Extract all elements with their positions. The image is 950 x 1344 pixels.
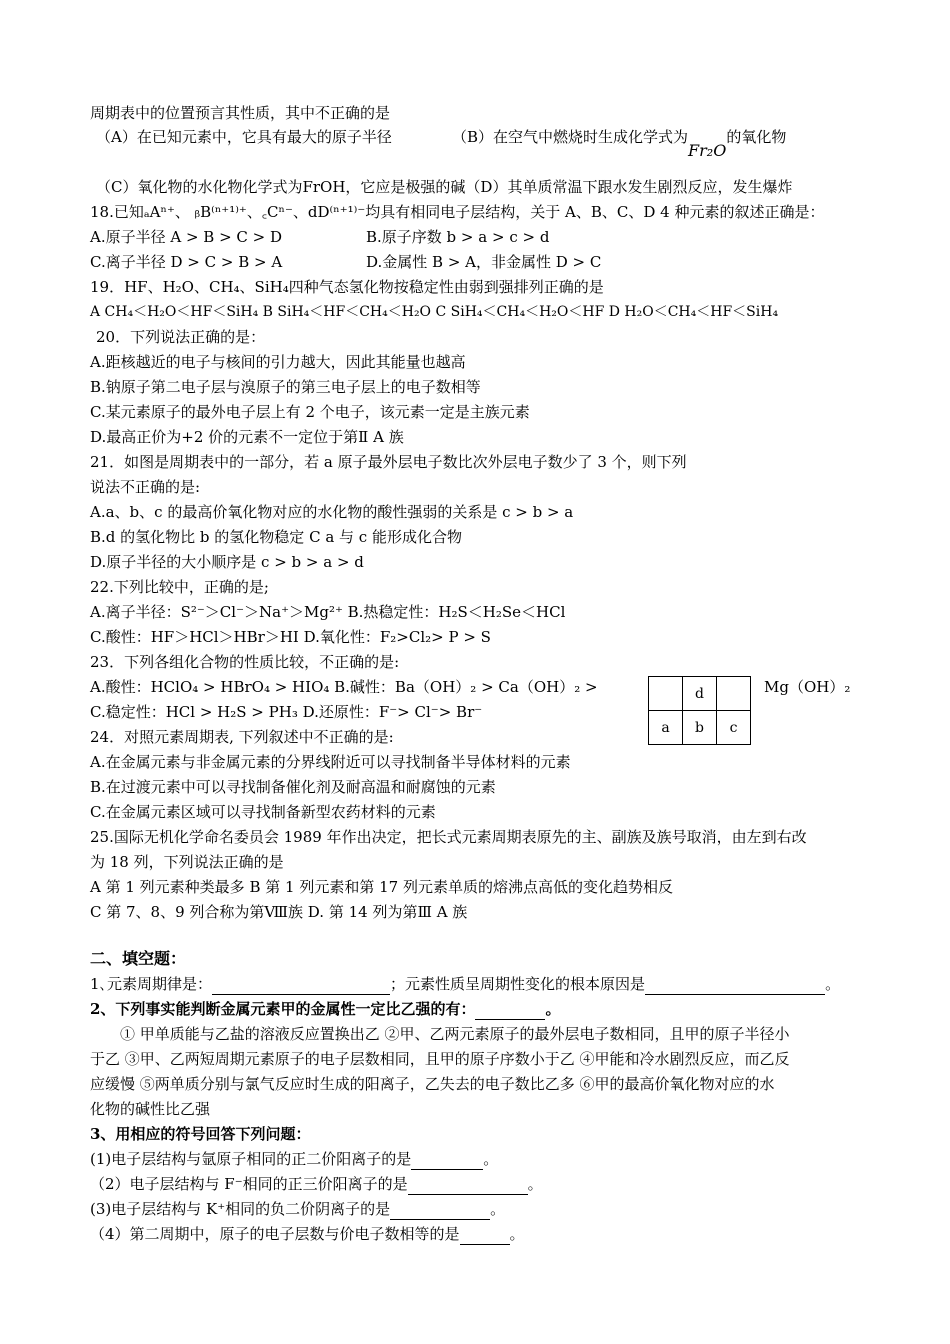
fill-3-1-blank[interactable] [411,1153,483,1170]
q18-prefix: 18.已知 [90,203,144,221]
q21-option-a: A.a、b、c 的最高价氧化物对应的水化物的酸性强弱的关系是 c > b > a [90,503,574,521]
table-cell: b [683,711,717,745]
fill-3-4-blank[interactable] [460,1228,510,1245]
table-cell: d [683,677,717,711]
q22-options-ab: A.离子半径：S²⁻＞Cl⁻＞Na⁺＞Mg²⁺ B.热稳定性：H₂S＜H₂Se＜HCl [90,603,566,621]
q17-options-cd: （C）氧化物的水化物化学式为FrOH，它应是极强的碱（D）其单质常温下跟水发生剧烈反应，发生爆炸 [96,178,793,196]
q19-options: A CH₄＜H₂O＜HF＜SiH₄ B SiH₄＜HF＜CH₄＜H₂O C SiH₄＜CH₄＜H₂O＜HF D H₂O＜CH₄＜HF＜SiH₄ [90,304,779,320]
fill-3-2 [90,1173,543,1195]
q21-option-d: D.原子半径的大小顺序是 c > b > a > d [90,553,364,571]
q18-ions: ₐAⁿ⁺、 ᵦB⁽ⁿ⁺¹⁾⁺、꜀Cⁿ⁻、dD⁽ⁿ⁺¹⁾⁻ [143,203,366,221]
q20-stem: 20．下列说法正确的是： [96,328,266,346]
fill-2 [90,998,560,1020]
q25-options-cd: C 第 7、8、9 列合称为第Ⅷ族 D. 第 14 列为第Ⅲ A 族 [90,903,468,921]
fill-3-3-label: (3)电子层结构与 K⁺相同的负二价阴离子的是 [90,1200,391,1218]
table-cell [717,677,751,711]
fill-3-2-label: （2）电子层结构与 F⁻相同的正三价阳离子的是 [90,1175,408,1193]
table-cell: c [717,711,751,745]
q17-option-b [452,126,787,160]
q24-option-c: C.在金属元素区域可以寻找制备新型农药材料的元素 [90,803,436,821]
q17-formula: Fr₂O [688,141,727,160]
q17-stem: 周期表中的位置预言其性质，其中不正确的是 [90,104,391,122]
q24-option-b: B.在过渡元素中可以寻找制备催化剂及耐高温和耐腐蚀的元素 [90,778,496,796]
q20-option-d: D.最高正价为+2 价的元素不一定位于第Ⅱ A 族 [90,428,404,446]
q23-stem: 23．下列各组化合物的性质比较，不正确的是: [90,653,400,671]
table-cell: a [649,711,683,745]
fill-2-blank[interactable] [475,1003,545,1020]
fill-3-3 [90,1198,505,1220]
q25-stem-1: 25.国际无机化学命名委员会 1989 年作出决定，把长式元素周期表原先的主、副族及族号取消，由左到右改 [90,828,807,846]
q22-options-cd: C.酸性：HF＞HCl＞HBr＞HI D.氧化性：F₂>Cl₂> P > S [90,628,491,646]
q20-option-a: A.距核越近的电子与核间的引力越大，因此其能量也越高 [90,353,466,371]
fill-1-label-b: ；元素性质呈周期性变化的根本原因是 [390,975,646,993]
periodic-table-fragment [648,676,751,745]
q25-stem-2: 为 18 列，下列说法正确的是 [90,853,284,871]
table-cell [649,677,683,711]
q23-options-ab: A.酸性：HClO₄ > HBrO₄ > HIO₄ B.碱性：Ba（OH）₂ > Ca（OH）₂ > [90,678,598,696]
q22-stem: 22.下列比较中，正确的是; [90,578,269,596]
fill-3-1-end: 。 [483,1150,499,1168]
q25-options-ab: A 第 1 列元素种类最多 B 第 1 列元素和第 17 列元素单质的熔沸点高低的变化趋势相反 [90,878,673,896]
q18-suffix: 均具有相同电子层结构，关于 A、B、C、D 4 种元素的叙述正确是： [365,203,825,221]
fill-3-1 [90,1148,498,1170]
q18-option-d: D.金属性 B > A，非金属性 D > C [366,253,602,271]
table-row [649,711,751,745]
fill-1-blank-a[interactable] [212,978,390,995]
q18-stem [90,201,824,223]
q21-stem-2: 说法不正确的是: [90,478,201,496]
fill-2-end: 。 [545,1000,561,1018]
fill-1 [90,973,840,995]
fill-1-blank-b[interactable] [645,978,825,995]
fill-2-line-4: 化物的碱性比乙强 [90,1100,211,1118]
fill-3-3-end: 。 [490,1200,506,1218]
fill-2-stem: 2、下列事实能判断金属元素甲的金属性一定比乙强的有： [90,1000,476,1018]
q17-option-a: （A）在已知元素中，它具有最大的原子半径 [96,128,392,146]
fill-3-4-end: 。 [509,1225,525,1243]
fill-3-4-label: （4）第二周期中，原子的电子层数与价电子数相等的是 [90,1225,460,1243]
fill-2-line-2: 于乙 ③甲、乙两短周期元素原子的电子层数相同，且甲的原子序数小于乙 ④甲能和冷水剧烈反应，而乙反 [90,1050,790,1068]
fill-3-2-end: 。 [527,1175,543,1193]
fill-3-3-blank[interactable] [390,1203,490,1220]
q19-stem: 19．HF、H₂O、CH₄、SiH₄四种气态氢化物按稳定性由弱到强排列正确的是 [90,278,604,296]
q18-option-c: C.离子半径 D > C > B > A [90,253,283,271]
fill-2-line-3: 应缓慢 ⑤两单质分别与氯气反应时生成的阳离子，乙失去的电子数比乙多 ⑥甲的最高价氧化物对应的水 [90,1075,775,1093]
q17-option-b-suffix: 的氧化物 [726,128,787,146]
fill-1-label-a: 1､元素周期律是： [90,975,213,993]
fill-2-line-1: ① 甲单质能与乙盐的溶液反应置换出乙 ②甲、乙两元素原子的最外层电子数相同，且甲的原子半径小 [120,1025,790,1043]
q18-option-a: A.原子半径 A > B > C > D [90,228,283,246]
q20-option-c: C.某元素原子的最外电子层上有 2 个电子，该元素一定是主族元素 [90,403,530,421]
fill-3-2-blank[interactable] [408,1178,528,1195]
q21-stem-1: 21．如图是周期表中的一部分，若 a 原子最外层电子数比次外层电子数少了 3 个，则下列 [90,453,687,471]
section-title: 二、填空题： [90,949,187,968]
fill-1-end: 。 [825,975,841,993]
q21-options-bc: B.d 的氢化物比 b 的氢化物稳定 C a 与 c 能形成化合物 [90,528,462,546]
fill-3-stem: 3、用相应的符号回答下列问题： [90,1125,311,1143]
q23-option-b-tail: Mg（OH）₂ [764,678,851,696]
q23-options-cd: C.稳定性：HCl > H₂S > PH₃ D.还原性：F⁻> Cl⁻> Br⁻ [90,703,483,721]
fill-3-1-label: (1)电子层结构与氩原子相同的正二价阳离子的是 [90,1150,412,1168]
q18-option-b: B.原子序数 b > a > c > d [366,228,550,246]
q24-option-a: A.在金属元素与非金属元素的分界线附近可以寻找制备半导体材料的元素 [90,753,571,771]
table-row [649,677,751,711]
fill-3-4 [90,1223,525,1245]
q17-option-b-text: （B）在空气中燃烧时生成化学式为 [452,128,689,146]
q20-option-b: B.钠原子第二电子层与溴原子的第三电子层上的电子数相等 [90,378,481,396]
q24-stem: 24．对照元素周期表, 下列叙述中不正确的是: [90,728,394,746]
